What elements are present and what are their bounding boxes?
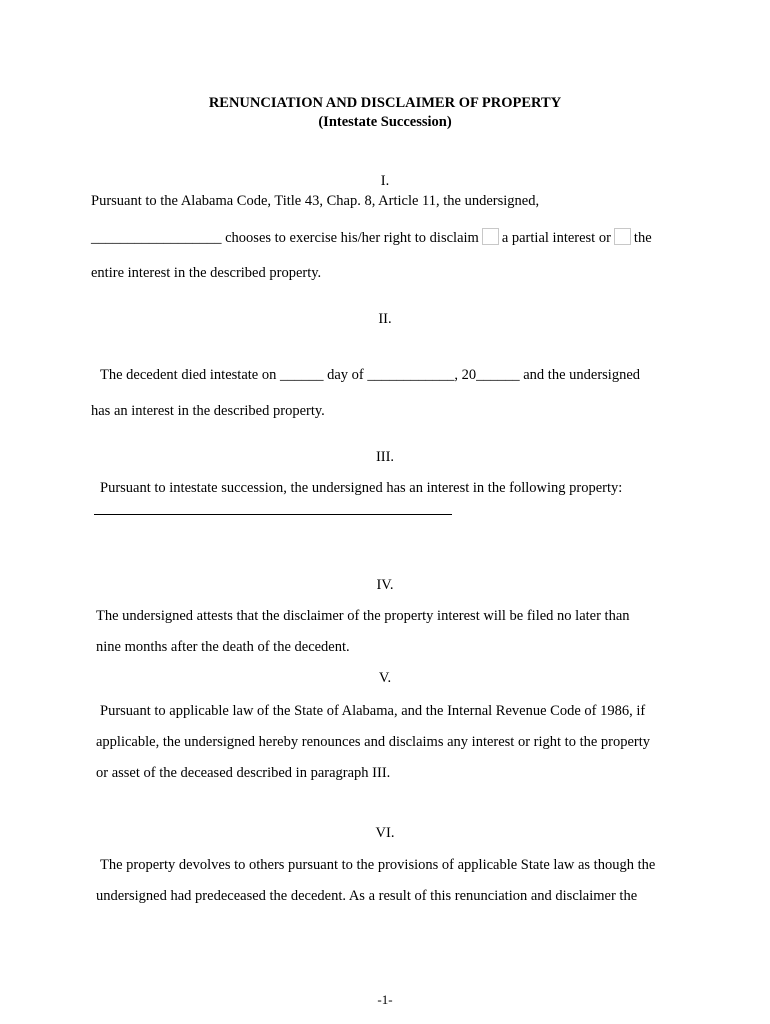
section-i-line-2 [91,228,652,247]
section-v-line-1: Pursuant to applicable law of the State of Alabama, and the Internal Revenue Code of 1986, if [100,703,646,719]
document-title: RENUNCIATION AND DISCLAIMER OF PROPERTY [208,95,562,111]
section-i-numeral: I. [380,173,390,189]
section-iv-line-2: nine months after the death of the decedent. [96,639,350,655]
disclaim-text: chooses to exercise his/her right to disclaim [221,230,479,246]
section-v-line-2: applicable, the undersigned hereby renounces and disclaims any interest or right to the property [96,734,651,750]
section-ii-numeral: II. [378,311,392,327]
section-iii-numeral: III. [375,449,395,465]
property-description-blank[interactable] [94,514,452,515]
section-i-line-1: Pursuant to the Alabama Code, Title 43, Chap. 8, Article 11, the undersigned, [91,193,540,209]
partial-interest-label: a partial interest or [501,230,611,246]
section-i-line-3: entire interest in the described property. [91,265,322,281]
section-vi-numeral: VI. [375,825,395,841]
section-iv-line-1: The undersigned attests that the disclaimer of the property interest will be filed no later than [96,608,630,624]
partial-interest-checkbox[interactable] [482,228,499,245]
section-vi-line-2: undersigned had predeceased the decedent. As a result of this renunciation and disclaimer the [96,888,638,904]
section-ii-line-2: has an interest in the described property. [91,403,325,419]
entire-interest-checkbox[interactable] [614,228,631,245]
page-number: -1- [377,992,393,1007]
document-subtitle: (Intestate Succession) [318,114,452,130]
section-iv-numeral: IV. [376,577,394,593]
section-ii-line-1: The decedent died intestate on ______ day of ____________, 20______ and the undersigned [100,367,641,383]
section-v-numeral: V. [378,670,392,686]
entire-interest-label: the [633,230,652,246]
name-blank[interactable]: __________________ [91,230,222,246]
section-vi-line-1: The property devolves to others pursuant to the provisions of applicable State law as though the [100,857,656,873]
section-v-line-3: or asset of the deceased described in paragraph III. [96,765,391,781]
section-iii-line-1: Pursuant to intestate succession, the undersigned has an interest in the following property: [100,480,623,496]
